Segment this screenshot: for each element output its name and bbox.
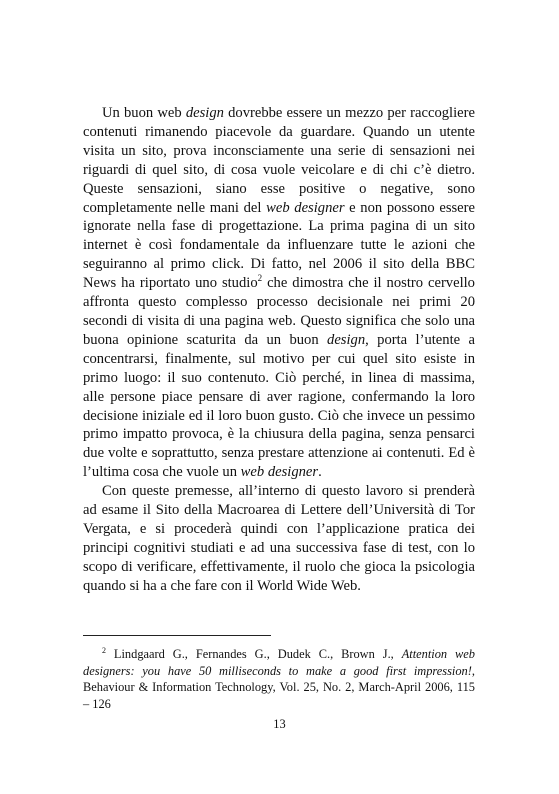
footnote-text — [83, 646, 475, 712]
paragraph-emphasis: web designer — [266, 199, 345, 216]
paragraph-text-run: . — [318, 464, 322, 481]
footnote-text-run: , Behaviour & Information Technology, Vol. 25, No. 2, March-April 2006, 115 – 126 — [83, 663, 475, 711]
paragraph-text-run: Con queste premesse, all’interno di questo lavoro si prenderà ad esame il Sito della Macroarea di Lettere dell’Università di Tor Vergata, e si procederà quindi con l’applicazione pratica dei principi cognitivi studiati e ad una successiva fase di test, con lo scopo di verificare, effettivamente, il ruolo che gioca la psicologia quando si ha a che fare con il World Wide Web. — [83, 483, 475, 594]
paragraph-text-run: , porta l’utente a concentrarsi, finalmente, sul motivo per cui quel sito esiste in primo luogo: il suo contenuto. Ciò perché, in linea di massima, alle persone piace pensare di aver ragione, confermando la loro decisione iniziale ed il loro buon gusto. Ciò che invece un pessimo primo impatto provoca, è la chiusura della pagina, senza pensarci due volte e soprattutto, senza prestare attenzione ai contenuti. Ed è l’ultima cosa che vuole un — [83, 331, 475, 481]
paragraph-emphasis: design — [185, 105, 224, 121]
paragraph-emphasis: web designer — [240, 464, 319, 481]
footnote-emphasis: Attention web designers: you have 50 milliseconds to make a good first impression! — [83, 647, 475, 678]
paragraph-text-run: dovrebbe essere un mezzo per raccogliere contenuti rimanendo piacevole da guardare. Quando un utente visita un sito, prova inconsciamente una serie di sensazioni nei riguardi di quel sito, di cosa vuole veicolare e di chi c’è dietro. Queste sensazioni, siano esse positive o negative, sono completamente nelle mani del — [83, 105, 475, 216]
paragraph-text-run: Un buon web — [102, 105, 186, 121]
paragraph — [83, 482, 475, 595]
paragraph-text-run: che dimostra che il nostro cervello affronta questo complesso processo decisionale nei primi 20 secondi di visita di una pagina web. Questo significa che solo una buona opinione scaturita da un buon — [83, 275, 475, 348]
footnote-reference: 2 — [257, 273, 263, 284]
page-number: 13 — [273, 717, 286, 731]
footnote-separator — [83, 635, 271, 636]
paragraph-emphasis: design — [327, 331, 366, 348]
paragraph-text-run: e non possono essere ignorate nella fase di progettazione. La prima pagina di un sito internet è così fondamentale da influenzare tutte le azioni che seguiranno al primo click. Di fatto, nel 2006 il sito della BBC News ha riportato uno studio — [83, 199, 475, 292]
body-text — [83, 104, 475, 596]
footnote-text-run: Lindgaard G., Fernandes G., Dudek C., Brown J., — [106, 647, 402, 661]
paragraph — [83, 104, 475, 482]
footnote — [83, 646, 475, 712]
footnote-reference: 2 — [102, 645, 106, 655]
